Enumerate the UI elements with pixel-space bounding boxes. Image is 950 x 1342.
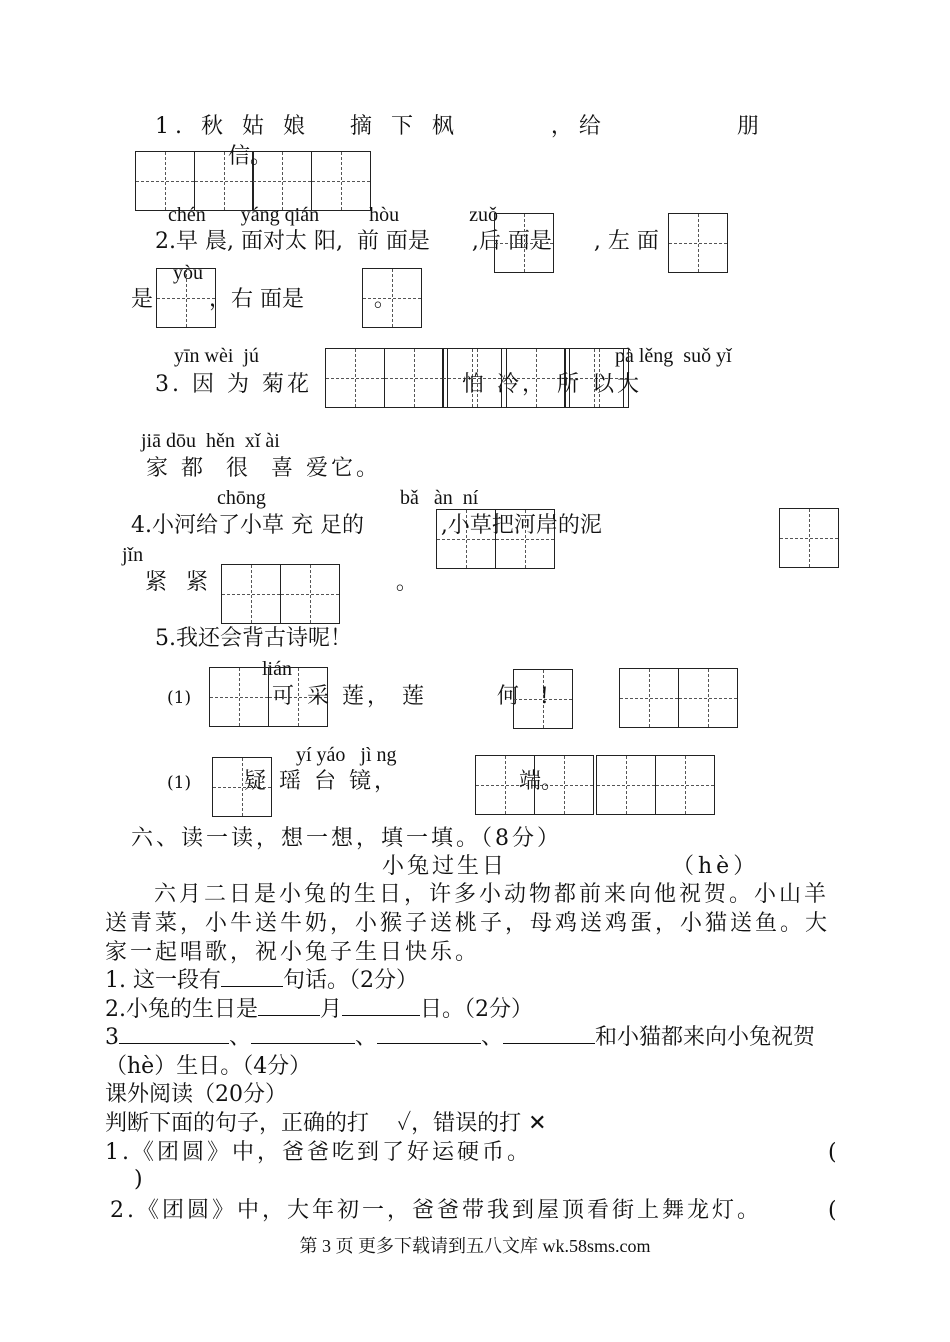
story-para-line3: 家一起唱歌，祝小兔子生日快乐。 — [105, 940, 481, 965]
judge-1-open-bracket[interactable]: ( — [828, 1140, 837, 1165]
s6-q2-suffix: 日。（2分） — [420, 997, 534, 1022]
s6-q3-blank-3[interactable] — [377, 1025, 481, 1044]
q5-sub2-grid-c[interactable] — [596, 755, 715, 815]
extra-heading: 课外阅读（20分） — [105, 1082, 287, 1107]
q2-pinyin2: yòu — [173, 262, 203, 284]
s6-q1-suffix: 句话。（2分） — [282, 968, 418, 993]
s6-q3-sep-1: 、 — [229, 1025, 252, 1050]
q3-line2: 家 都 很 喜 爱它。 — [146, 456, 381, 481]
q2-grid-behind[interactable] — [494, 213, 554, 273]
q3-pinyin-right: pà lěng suǒ yǐ — [615, 345, 732, 367]
q5-sub1-number: (1) — [167, 688, 192, 708]
q4-line1: 4.小河给了小草 充 足的 ,小草把河岸的泥 — [131, 513, 602, 538]
s6-q3-sep-3: 、 — [481, 1025, 504, 1050]
q5-sub1-grid-c[interactable] — [619, 668, 738, 728]
s6-q3-line2: （hè）生日。（4分） — [105, 1054, 312, 1079]
q3-line1-right: 怕 冷， 所 以大 — [462, 372, 642, 397]
s6-q1-blank[interactable] — [221, 968, 283, 987]
q5-sub2-number: (1) — [167, 773, 192, 793]
q5-title: 5.我还会背古诗呢！ — [155, 626, 352, 651]
story-para-line1: 六月二日是小兔的生日，许多小动物都前来向他祝贺。小山羊 — [154, 882, 830, 907]
q4-pinyin-right: bǎ àn ní — [400, 487, 479, 509]
s6-q3-blank-4[interactable] — [503, 1025, 595, 1044]
s6-q2-month-blank[interactable] — [258, 997, 320, 1016]
s6-q2-day-blank[interactable] — [342, 997, 420, 1016]
q3-line1-left: 3. 因 为 菊花 — [155, 372, 312, 397]
q4-line2: 紧 紧 。 — [145, 570, 424, 595]
s6-q3-sep-2: 、 — [355, 1025, 378, 1050]
q4-pinyin-left: chōng — [217, 487, 266, 509]
s6-q3-blank-2[interactable] — [251, 1025, 355, 1044]
q1-line2: 信。 — [228, 144, 273, 169]
judge-1-close-bracket[interactable]: ) — [134, 1167, 143, 1192]
story-title-pinyin: （hè） — [672, 854, 760, 879]
s6-question-1 — [105, 968, 418, 994]
q5-sub1-text: 可 采 莲， 莲 何 — [272, 684, 522, 709]
q1-line1: 1. 秋 姑 娘 摘 下 枫 ，给 朋 — [155, 114, 765, 139]
s6-q3-prefix: 3 — [105, 1025, 119, 1050]
q4-grid-b[interactable] — [779, 508, 839, 568]
q2-grid-left[interactable] — [668, 213, 728, 273]
q2-line1: 2.早 晨, 面对太 阳, 前 面是 ,后 面是 , 左 面 — [155, 229, 659, 254]
section6-heading: 六、读一读，想一想，填一填。（8分） — [131, 826, 562, 851]
page-footer: 第 3 页 更多下载请到五八文库 wk.58sms.com — [299, 1236, 651, 1256]
q5-sub1-mark: ! — [540, 684, 549, 709]
judge-2-open-bracket[interactable]: ( — [828, 1198, 837, 1223]
extra-instruction: 判断下面的句子，正确的打 ✓，错误的打 ✕ — [105, 1111, 547, 1136]
q5-sub2-end: 端。 — [519, 769, 564, 794]
judge-2: 2.《团圆》中，大年初一，爸爸带我到屋顶看街上舞龙灯。 — [110, 1198, 762, 1223]
story-title: 小兔过生日 — [382, 854, 508, 879]
story-para-line2: 送青菜，小牛送牛奶，小猴子送桃子，母鸡送鸡蛋，小猫送鱼。大 — [105, 911, 831, 936]
q4-pinyin2: jǐn — [122, 544, 144, 566]
s6-q2-prefix: 2.小兔的生日是 — [105, 997, 258, 1022]
s6-q1-prefix: 1. 这一段有 — [105, 968, 221, 993]
q5-sub1-pinyin: lián — [262, 658, 292, 680]
s6-question-3 — [105, 1025, 815, 1051]
s6-q3-suffix: 和小猫都来向小兔祝贺 — [595, 1025, 816, 1050]
q2-pinyin: chén yáng qián hòu zuǒ — [168, 204, 498, 226]
q5-sub2-pinyin: yí yáo jì ng — [296, 744, 397, 766]
s6-question-2 — [105, 997, 533, 1023]
judge-1: 1.《团圆》中，爸爸吃到了好运硬币。 — [105, 1140, 532, 1165]
s6-q3-blank-1[interactable] — [119, 1025, 229, 1044]
q3-pinyin-left: yīn wèi jú — [174, 345, 259, 367]
s6-q2-month: 月 — [320, 997, 343, 1022]
q3-pinyin2: jiā dōu hěn xǐ ài — [141, 430, 280, 452]
q5-sub2-text: 疑 瑶 台 镜， — [244, 769, 399, 794]
q2-line2: 是 ，右 面是 。 — [131, 287, 396, 312]
